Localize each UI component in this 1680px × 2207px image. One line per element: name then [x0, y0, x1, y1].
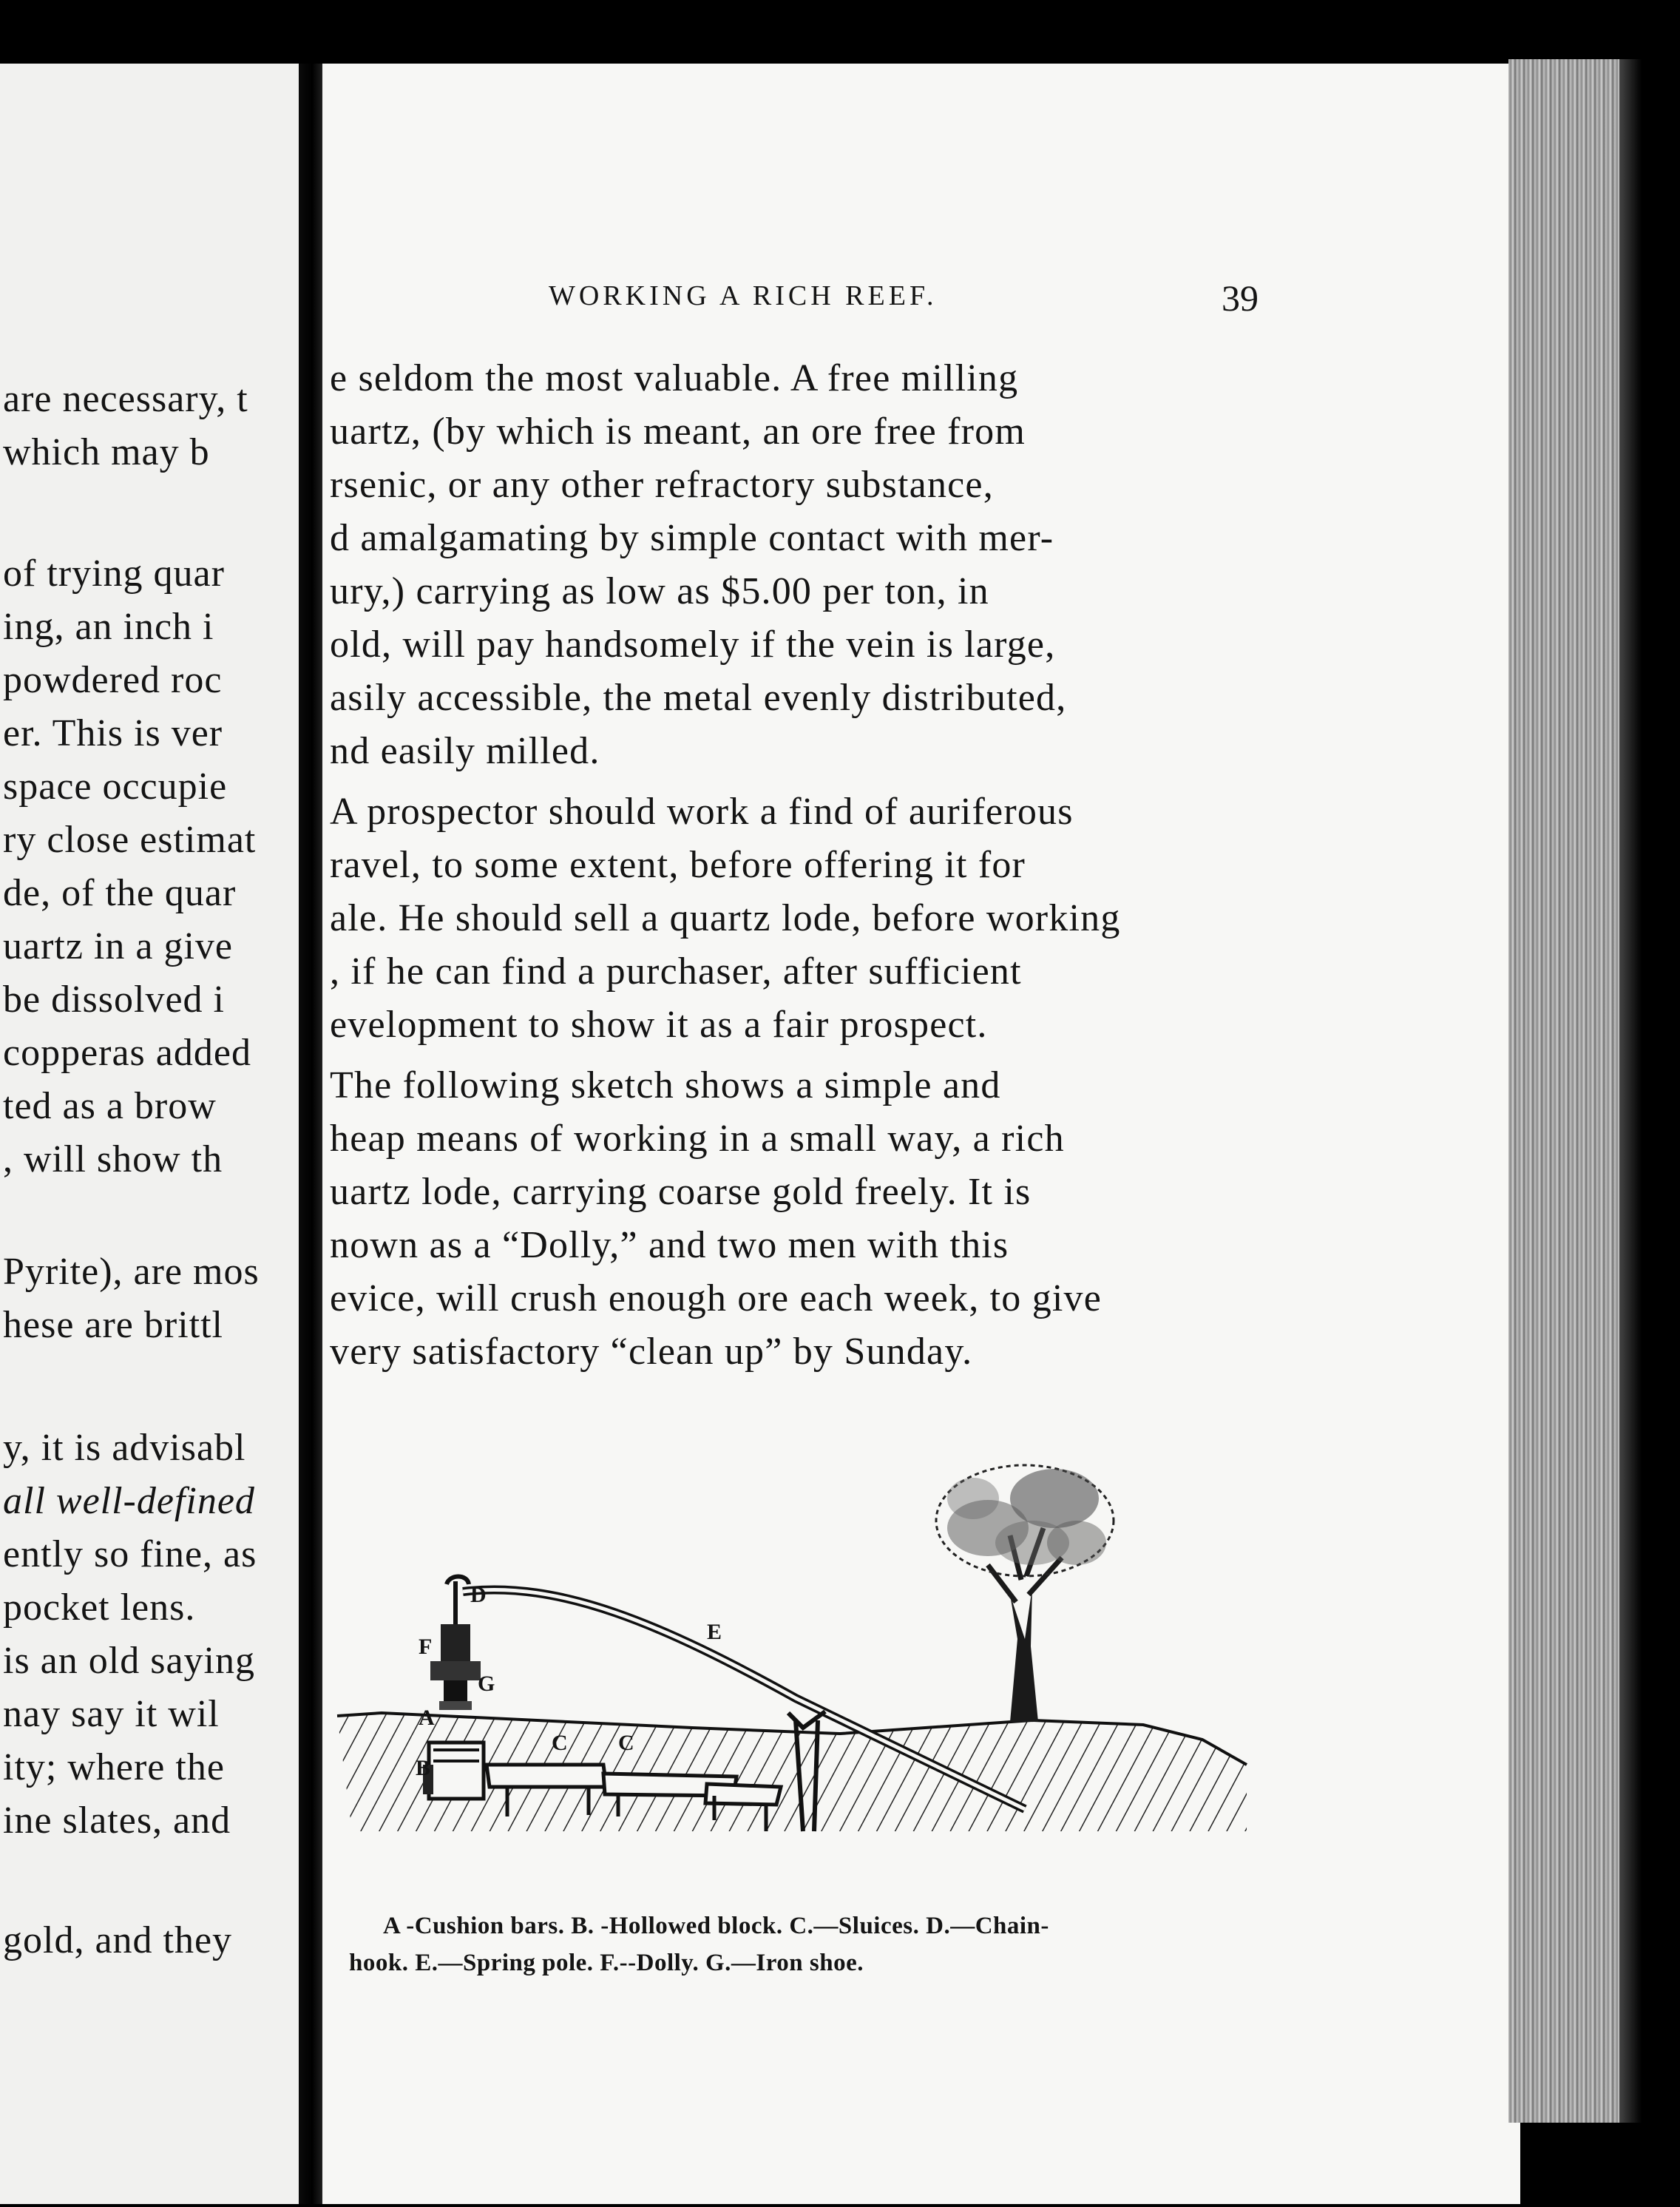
left-line: ted as a brow [3, 1085, 217, 1127]
left-line: nay say it wil [3, 1693, 220, 1735]
figure-caption: hook. E.—Spring pole. F.--Dolly. G.—Iron shoe. [349, 1950, 864, 1976]
body-line: uartz lode, carrying coarse gold freely. It is [330, 1171, 1032, 1213]
left-line: ity; where the [3, 1746, 225, 1788]
label-c: C [552, 1731, 568, 1755]
body-line: uartz, (by which is meant, an ore free from [330, 410, 1026, 453]
left-line: gold, and they [3, 1919, 233, 1961]
chain-hook [447, 1577, 469, 1625]
body-line: nown as a “Dolly,” and two men with this [330, 1224, 1009, 1266]
body-line: evelopment to show it as a fair prospect. [330, 1004, 988, 1046]
body-line: very satisfactory “clean up” by Sunday. [330, 1331, 973, 1373]
left-line: Pyrite), are mos [3, 1251, 260, 1293]
body-line: d amalgamating by simple contact with mer- [330, 517, 1054, 559]
left-line: be dissolved i [3, 979, 225, 1021]
label-d: D [470, 1583, 487, 1607]
label-b: B [416, 1756, 431, 1780]
body-line: old, will pay handsomely if the vein is large, [330, 623, 1056, 666]
left-line: y, it is advisabl [3, 1427, 246, 1469]
page-number: 39 [1222, 277, 1259, 319]
body-line: nd easily milled. [330, 730, 600, 772]
running-head: WORKING A RICH REEF. [549, 280, 938, 311]
body-line: heap means of working in a small way, a rich [330, 1118, 1065, 1160]
left-line: er. This is ver [3, 712, 223, 754]
body-line: ury,) carrying as low as $5.00 per ton, in [330, 570, 989, 612]
left-line: are necessary, t [3, 378, 248, 420]
body-line: evice, will crush enough ore each week, to give [330, 1277, 1102, 1319]
left-line: ine slates, and [3, 1799, 231, 1842]
left-line: , will show th [3, 1138, 223, 1180]
right-page [322, 64, 1520, 2204]
left-line: pocket lens. [3, 1586, 196, 1629]
left-line: all well-defined [3, 1480, 255, 1522]
left-line: uartz in a give [3, 925, 233, 967]
figure-caption: A -Cushion bars. B. -Hollowed block. C.—Sluices. D.—Chain- [383, 1913, 1049, 1939]
body-line: ale. He should sell a quartz lode, before working [330, 897, 1121, 939]
dolly-illustration [322, 1417, 1476, 1876]
tree [936, 1465, 1114, 1722]
label-f: F [419, 1635, 433, 1659]
left-line: space occupie [3, 765, 228, 808]
left-line: which may b [3, 431, 210, 473]
left-line: copperas added [3, 1032, 251, 1074]
left-page [0, 64, 305, 2204]
body-line: e seldom the most valuable. A free milling [330, 357, 1019, 399]
body-line: asily accessible, the metal evenly distributed, [330, 677, 1067, 719]
label-c: C [618, 1731, 634, 1755]
page-edges [1508, 59, 1634, 2123]
left-line: of trying quar [3, 552, 225, 595]
left-line: ry close estimat [3, 819, 257, 861]
dolly [430, 1624, 481, 1710]
left-line: is an old saying [3, 1640, 255, 1682]
left-line: ently so fine, as [3, 1533, 257, 1575]
label-a: A [419, 1706, 435, 1730]
body-line: rsenic, or any other refractory substance, [330, 464, 994, 506]
hollowed-block [423, 1743, 484, 1799]
left-line: ing, an inch i [3, 606, 214, 648]
left-line: hese are brittl [3, 1304, 223, 1346]
left-line: de, of the quar [3, 872, 237, 914]
page-edges-shadow [1619, 59, 1642, 2123]
body-line: , if he can find a purchaser, after sufficient [330, 950, 1022, 993]
label-e: E [707, 1620, 722, 1644]
body-line: ravel, to some extent, before offering it for [330, 844, 1026, 886]
body-line: A prospector should work a find of auriferous [330, 791, 1074, 833]
left-line: powdered roc [3, 659, 223, 701]
body-line: The following sketch shows a simple and [330, 1064, 1001, 1106]
label-g: G [478, 1672, 495, 1696]
